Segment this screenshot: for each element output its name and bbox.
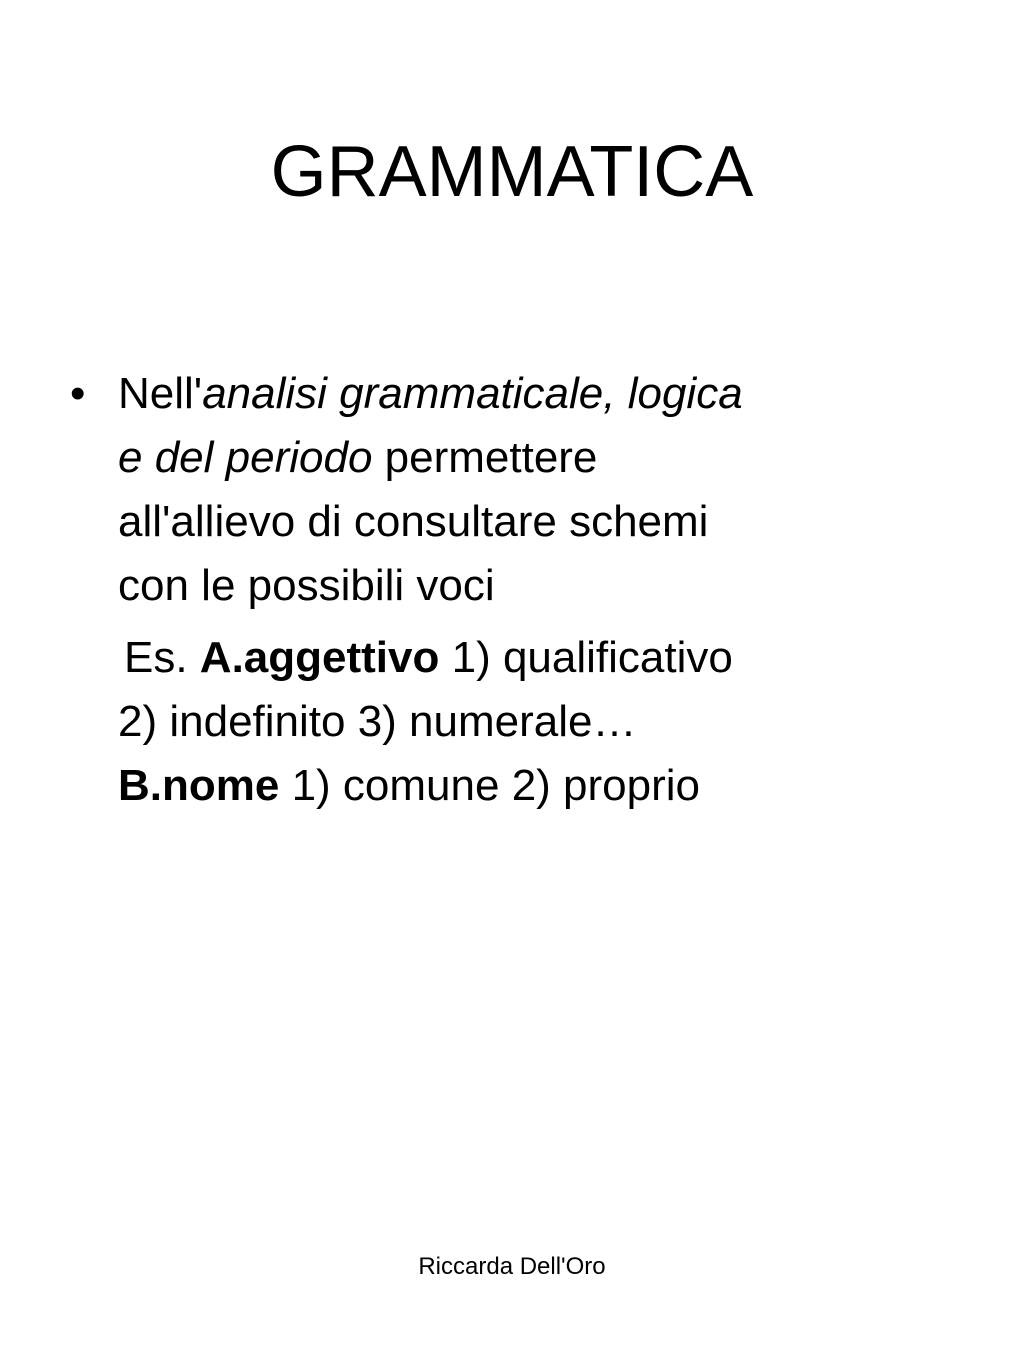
bullet-item — [70, 362, 750, 618]
example-paragraph — [70, 626, 750, 818]
bullet-rest-text: permettere all'allievo di consultare schemi con le possibili voci — [118, 433, 709, 610]
slide-body — [70, 362, 750, 818]
example-prefix: Es. — [124, 633, 200, 682]
bullet-italic-text: analisi grammaticale, logica e del periodo — [118, 369, 743, 482]
example-text-a: 1) qualificativo 2) indefinito 3) numerale… — [118, 633, 733, 746]
bullet-marker: • — [70, 369, 86, 418]
footer-author: Riccarda Dell'Oro — [418, 1253, 606, 1280]
example-term-b: B.nome — [118, 761, 280, 810]
example-term-a: A.aggettivo — [199, 633, 440, 682]
example-text-b: 1) comune 2) proprio — [279, 761, 701, 810]
bullet-lead-text: Nell' — [118, 369, 203, 418]
slide-title: GRAMMATICA — [270, 132, 754, 212]
